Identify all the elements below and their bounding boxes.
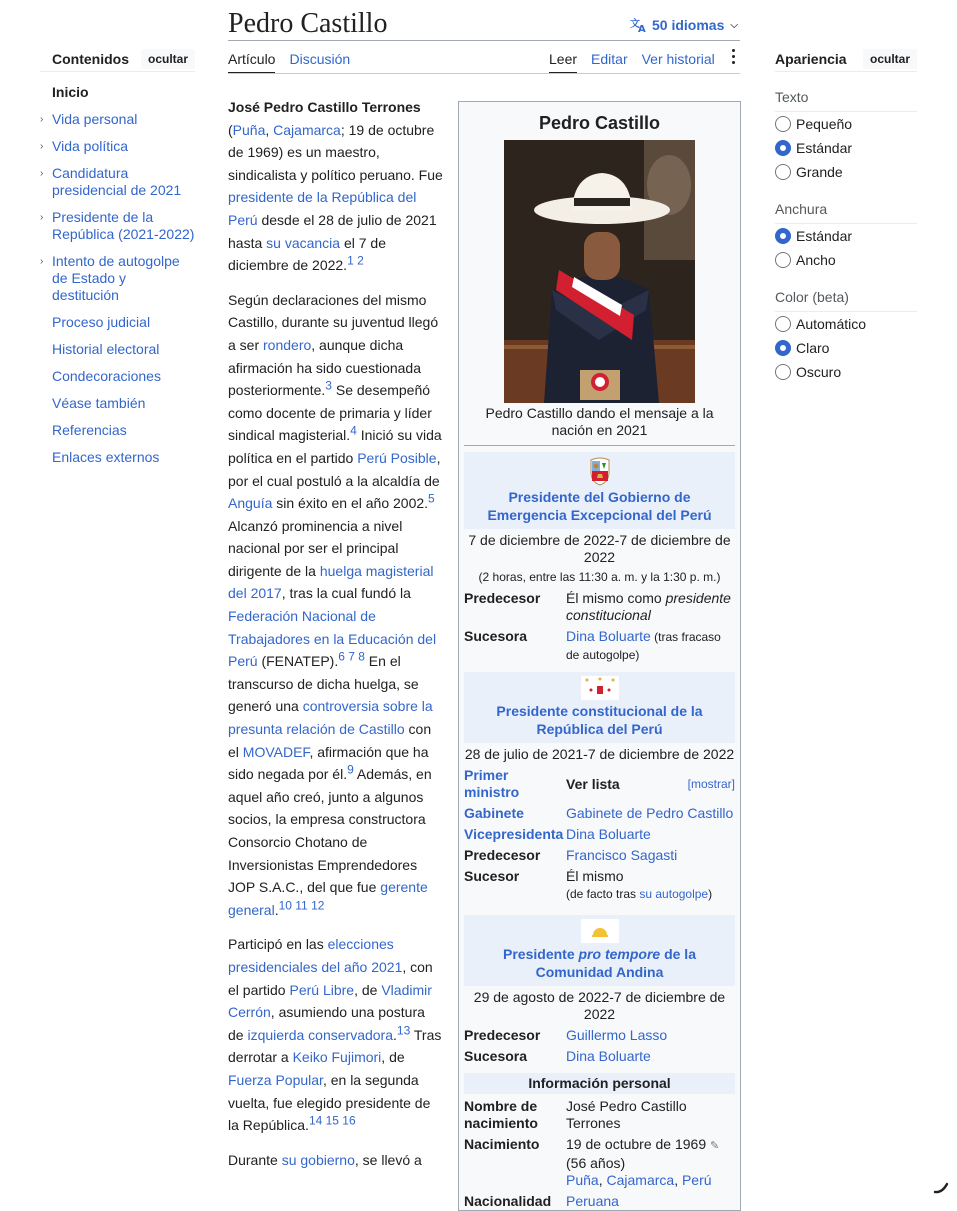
toc-item-vida-politica[interactable]: › Vida política [40,138,129,154]
languages-label: 50 idiomas [652,17,725,33]
link-presidente-republica[interactable]: presidente de la República del Perú [228,189,417,228]
link-office-emergency[interactable]: Presidente del Gobierno de Emergencia Excepcional del Perú [487,489,712,523]
toc-header [40,46,195,72]
paragraph-intro: José Pedro Castillo Terrones (Puña, Cajamarca; 19 de octubre de 1969) es un maestro, sindicalista y político peruano. Fue presidente de la República del Perú desde el 28 de julio de 2021 hasta su vacancia el 7 de diciembre de 2022.$^{1 2}$ [228,99,443,274]
row-label: Nacimiento [464,1136,540,1152]
chevron-right-icon[interactable]: › [40,141,44,152]
link-dina-boluarte[interactable]: Dina Boluarte [566,628,651,644]
office-dates: 29 de agosto de 2022-7 de diciembre de 2022 [473,989,726,1022]
infobox-row-prime-minister [464,767,735,801]
show-list-toggle[interactable]: [mostrar] [687,776,735,791]
row-value: Él mismo como presidente constitucional [566,590,731,623]
toc-item-vida-personal[interactable]: › Vida personal [40,111,138,127]
link-su-gobierno[interactable]: su gobierno [281,1151,355,1168]
radio-checked-icon[interactable] [775,340,791,356]
paragraph-government: Durante su gobierno, se llevó a [228,1151,422,1168]
link-rondero[interactable]: rondero [263,336,312,353]
width-title: Anchura [775,201,917,224]
reference-link[interactable]: 3 [325,378,332,393]
toc-item-referencias[interactable]: Referencias [52,422,127,438]
infobox-row-successor [464,1048,735,1065]
toc-item-proceso-judicial[interactable]: Proceso judicial [52,314,151,330]
toc-item-vease-tambien[interactable]: Véase también [52,395,146,411]
row-label: Predecesor [464,847,541,863]
pencil-edit-icon[interactable]: ✎ [710,1140,720,1152]
loading-spinner-icon [932,1176,952,1196]
link-dina-boluarte[interactable]: Dina Boluarte [566,1048,651,1064]
row-label: Sucesora [464,1048,528,1064]
row-label[interactable]: Gabinete [464,805,524,821]
appearance-header [775,46,917,72]
office-dates: 7 de diciembre de 2022-7 de diciembre de 2022 [468,532,731,565]
link-elecciones-2021[interactable]: elecciones presidenciales del año 2021 [228,936,403,975]
row-value: Él mismo (de facto tras su autogolpe) [566,868,713,901]
tab-read[interactable]: Leer [549,48,577,74]
row-value [566,805,735,822]
infobox-row-cabinet [464,805,735,822]
row-label: Nacionalidad [464,1193,552,1209]
office-header-can [464,915,735,986]
link-peru[interactable]: Perú [681,1172,712,1188]
andean-community-flag-icon [581,919,619,943]
link-cabinet[interactable]: Gabinete de Pedro Castillo [566,805,734,821]
link-izquierda-conservadora[interactable]: izquierda conservadora [247,1026,393,1043]
paragraph-elections: Participó en las elecciones presidenciales del año 2021, con el partido Perú Libre, de Vladimir Cerrón, asumiendo una postura de izquierda conservadora.$^{13}$ Tras derrotar a Keiko Fujimori, de Fuerza Popular, en la segunda vuelta, fue elegido presidente de la República.$^{14 15 16}$ [228,936,442,1134]
infobox-row-predecessor [464,847,735,864]
infobox-row-vice-president [464,826,735,843]
row-value [566,1027,735,1044]
title-divider [228,40,740,41]
link-huelga-magisterial[interactable]: huelga magisterial del 2017 [228,562,434,602]
text-size-large-option[interactable]: Grande [775,160,917,184]
infobox-row-successor [464,628,735,664]
radio-icon[interactable] [775,364,791,380]
tab-history[interactable]: Ver historial [641,51,715,67]
row-label: Sucesor [464,868,520,884]
tab-discussion[interactable]: Discusión [289,51,351,67]
paragraph-early-life: Según declaraciones del mismo Castillo, durante su juventud llegó a ser rondero, aunque dicha afirmación ha sido cuestionada posteriormente.$^3$ Se desempeñó como docente de primaria y líder sindical magisterial.$^4$ Inició su vida política en el partido Perú Posible, por el cual postuló a la alcaldía de Anguía sin éxito en el año 2002.$^5$ Alcanzó prominencia a nivel nacional por ser el principal dirigente de la huelga magisterial del 2017, tras la cual fundó la Federación Nacional de Trabajadores en la Educación del Perú (FENATEP).$^{6 7 8}$ En el transcurso de dicha huelga, se generó una controversia sobre la presunta relación de Castillo con el MOVADEF, afirmación que ha sido negada por él.$^9$ Además, en aquel año creó, junto a algunos socios, la empresa constructora Consorcio Chotano de Inversionistas Emprendedores JOP S.A.C., del que fue gerente general.$^{10 11 12}$ [228,291,442,918]
row-value: Dina Boluarte (tras fracaso de autogolpe) [566,628,721,662]
reference-link[interactable]: 4 [350,423,357,438]
namespace-tabs [228,48,364,74]
link-cajamarca[interactable]: Cajamarca [273,121,341,138]
toc-item-candidatura[interactable]: › Candidatura presidencial de 2021 [40,165,182,198]
chevron-right-icon[interactable]: › [40,168,44,179]
tab-article[interactable]: Artículo [228,48,275,74]
reference-link[interactable]: 9 [347,762,354,777]
infobox [458,101,741,1211]
link-gerente-general[interactable]: gerente general [228,879,428,918]
link-cajamarca[interactable]: Cajamarca [606,1172,675,1188]
svg-text:A: A [638,24,646,35]
row-value: 19 de octubre de 1969 ✎ (56 años) Puña, Cajamarca, Perú [566,1136,720,1188]
infobox-row-successor [464,868,735,903]
link-dina-boluarte[interactable]: Dina Boluarte [566,826,651,842]
article-body [228,96,444,1183]
text-size-small-option[interactable]: Pequeño [775,112,917,136]
row-value [566,1193,735,1210]
text-size-standard-option[interactable]: Estándar [775,136,917,160]
chevron-right-icon[interactable]: › [40,114,44,125]
coat-of-arms-peru-icon [587,456,613,486]
link-puna[interactable]: Puña [566,1172,599,1188]
row-value: José Pedro Castillo Terrones [566,1098,687,1131]
infobox-row-predecessor [464,590,735,624]
link-peru-libre[interactable]: Perú Libre [289,981,355,998]
infobox-row-birth-name [464,1098,735,1132]
table-of-contents [40,46,195,476]
portrait-caption: Pedro Castillo dando el mensaje a la nación en 2021 [485,405,714,438]
toc-item-historial-electoral[interactable]: Historial electoral [52,341,160,357]
link-vacancia[interactable]: su vacancia [266,234,341,251]
more-options-icon[interactable] [726,46,740,66]
color-automatic-option[interactable]: Automático [775,312,917,336]
tab-edit[interactable]: Editar [591,51,628,67]
reference-link[interactable]: 1 2 [347,253,364,268]
row-label: Predecesor [464,590,541,606]
link-peru-posible[interactable]: Perú Posible [357,449,437,466]
page-title: Pedro Castillo [228,8,388,39]
row-label: Predecesor [464,1027,541,1043]
reference-link[interactable]: 5 [428,491,435,506]
appearance-hide-button[interactable]: ocultar [863,49,917,69]
link-fenatep[interactable]: Federación Nacional de Trabajadores en la Educación del Perú [228,608,437,670]
text-size-title: Texto [775,89,917,112]
toc-item-enlaces-externos[interactable]: Enlaces externos [52,449,160,465]
office-header-constitutional [464,672,735,743]
link-peruana[interactable]: Peruana [566,1193,619,1209]
row-value [566,826,735,843]
link-office-constitutional[interactable]: Presidente constitucional de la República del Perú [496,703,703,737]
appearance-title: Apariencia [775,50,847,67]
infobox-divider [464,445,735,446]
infobox-row-predecessor [464,1027,735,1044]
chevron-down-icon: ⌵ [730,19,738,31]
reference-link[interactable]: 14 15 16 [308,1113,356,1128]
link-office-can[interactable]: Presidente pro tempore de la Comunidad Andina [503,946,696,980]
row-label: Nombre de nacimiento [464,1098,538,1131]
personal-info-header: Información personal [464,1073,735,1094]
radio-checked-icon[interactable] [775,140,791,156]
radio-icon[interactable] [775,252,791,268]
row-label[interactable]: Primer ministro [464,767,520,800]
radio-icon[interactable] [775,164,791,180]
link-movadef[interactable]: MOVADEF [242,743,310,760]
language-selector-button[interactable] [630,14,738,36]
tabs-divider [228,73,740,74]
presidential-flag-icon [581,676,619,700]
toc-title: Contenidos [52,50,129,67]
link-anguia[interactable]: Anguía [228,495,273,512]
toc-item-presidente[interactable]: › Presidente de la República (2021-2022) [40,209,195,242]
link-vladimir-cerron[interactable]: Vladimir Cerrón [228,981,432,1021]
view-tabs [549,48,729,74]
link-fuerza-popular[interactable]: Fuerza Popular [228,1071,323,1088]
toc-item-autogolpe[interactable]: › Intento de autogolpe de Estado y destitución [40,253,180,303]
width-wide-option[interactable]: Ancho [775,248,917,272]
reference-link[interactable]: 13 [396,1023,411,1038]
infobox-row-birth [464,1136,735,1189]
office-dates: 28 de julio de 2021-7 de diciembre de 2022 [464,746,735,762]
radio-checked-icon[interactable] [775,228,791,244]
toc-hide-button[interactable]: ocultar [141,49,195,69]
link-keiko-fujimori[interactable]: Keiko Fujimori [292,1049,382,1066]
svg-text:文: 文 [630,19,640,30]
toc-item-condecoraciones[interactable]: Condecoraciones [52,368,161,384]
translate-icon [630,17,648,33]
toc-item-inicio[interactable]: Inicio [52,84,89,100]
width-standard-option[interactable]: Estándar [775,224,917,248]
radio-icon[interactable] [775,316,791,332]
color-light-option[interactable]: Claro [775,336,917,360]
row-value [566,847,735,864]
color-title: Color (beta) [775,289,917,312]
link-autogolpe[interactable]: su autogolpe [639,887,709,901]
link-controversia[interactable]: controversia sobre la presunta relación de Castillo [228,698,433,738]
portrait-photo[interactable] [504,140,695,403]
color-dark-option[interactable]: Oscuro [775,360,917,384]
link-guillermo-lasso[interactable]: Guillermo Lasso [566,1027,668,1043]
portrait-image [504,140,695,403]
reference-link[interactable]: 6 7 8 [338,649,365,664]
chevron-right-icon[interactable]: › [40,212,44,223]
row-label[interactable]: Vicepresidenta [464,826,564,842]
link-puna[interactable]: Puña [232,121,266,138]
office-header-emergency [464,452,735,529]
chevron-right-icon[interactable]: › [40,256,44,267]
appearance-panel [775,46,917,384]
office-duration-note: (2 horas, entre las 11:30 a. m. y la 1:30 p. m.) [478,570,721,584]
row-value [566,1048,735,1065]
infobox-row-nationality [464,1193,735,1210]
radio-icon[interactable] [775,116,791,132]
link-francisco-sagasti[interactable]: Francisco Sagasti [566,847,678,863]
reference-link[interactable]: 10 11 12 [278,898,325,913]
infobox-title: Pedro Castillo [538,113,661,133]
row-label: Sucesora [464,628,528,644]
row-value: Ver lista [mostrar] [566,775,735,792]
